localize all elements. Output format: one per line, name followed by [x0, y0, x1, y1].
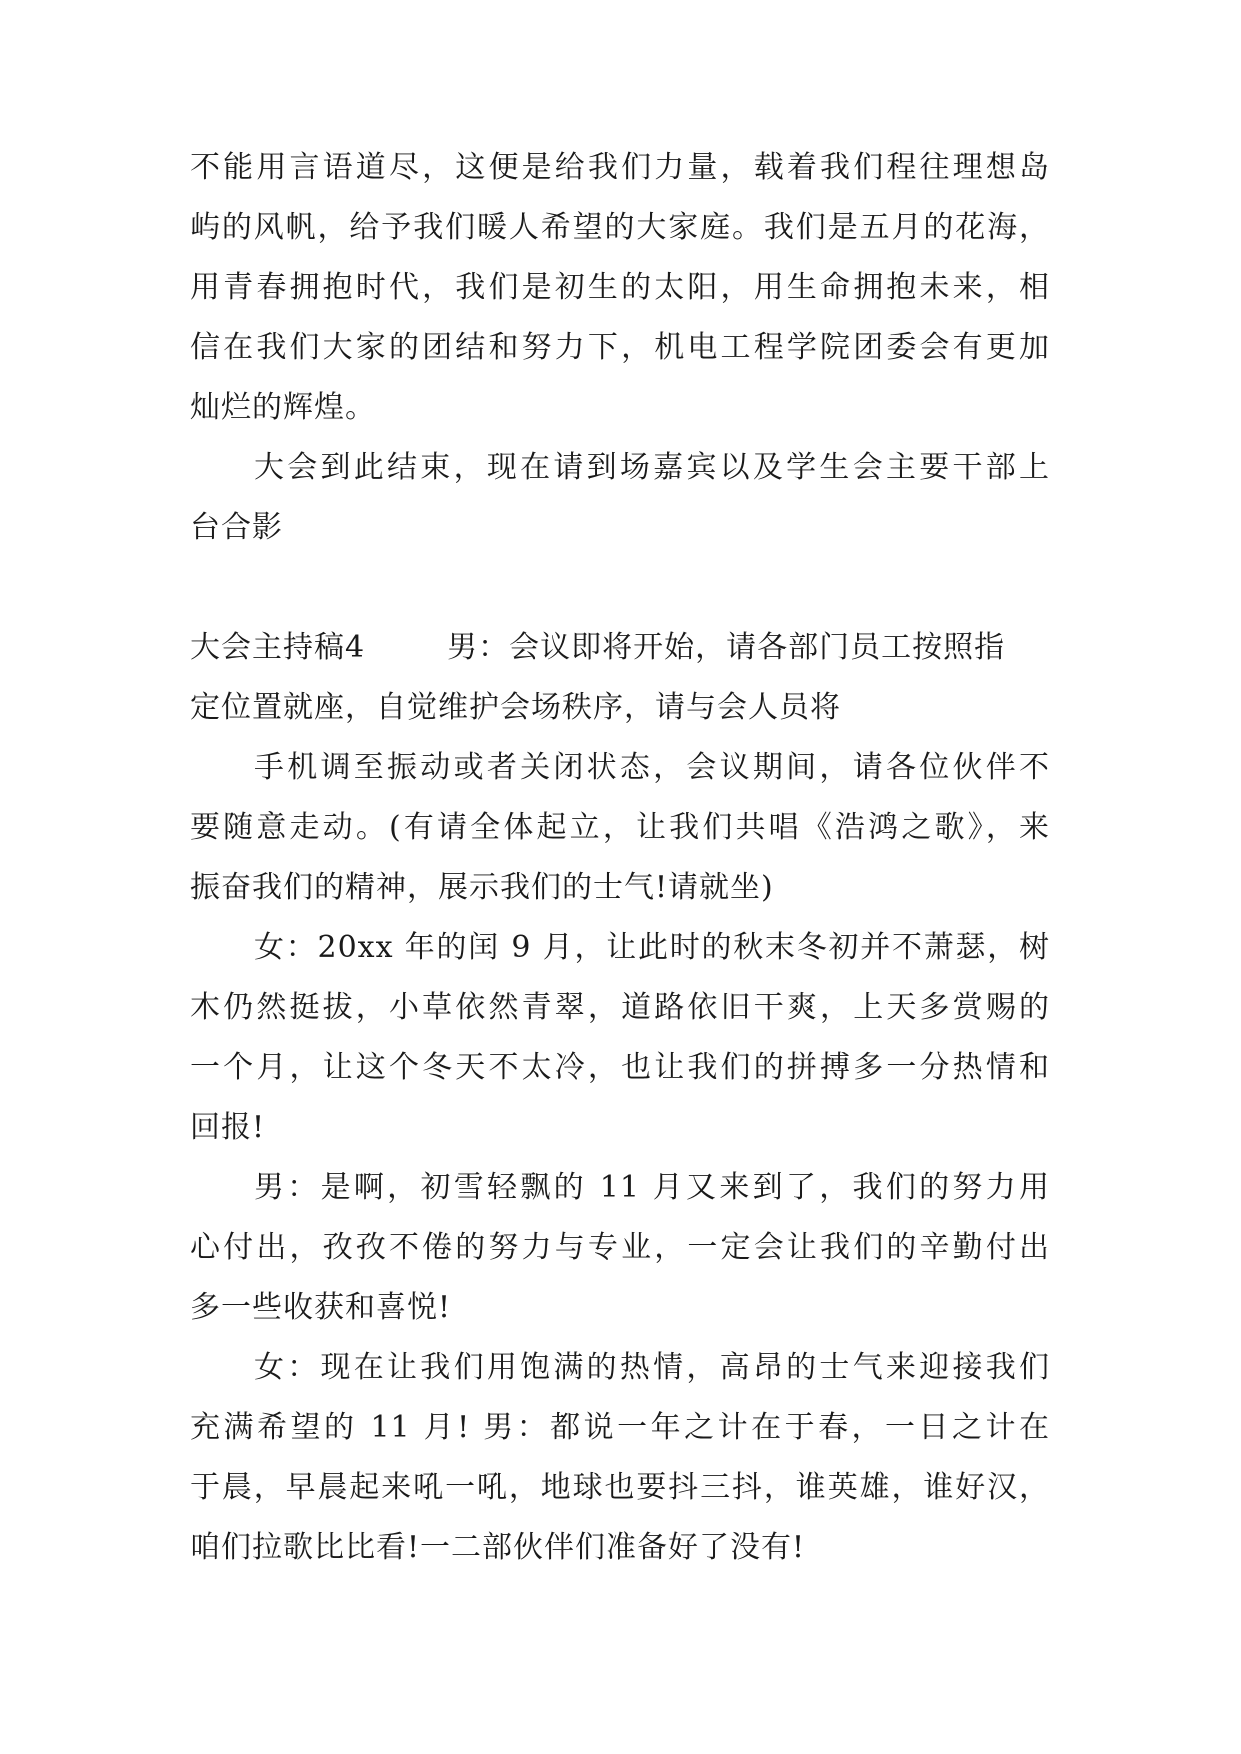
paragraph-line: 多一些收获和喜悦!: [190, 1290, 452, 1325]
paragraph-line: 女：20xx 年的闰 9 月，让此时的秋末冬初并不萧瑟，树: [254, 930, 1050, 965]
paragraph-line: 要随意走动。(有请全体起立，让我们共唱《浩鸿之歌》，来: [190, 810, 1050, 845]
paragraph-line: 木仍然挺拔，小草依然青翠，道路依旧干爽，上天多赏赐的: [190, 990, 1050, 1025]
paragraph-line: 于晨，早晨起来吼一吼，地球也要抖三抖，谁英雄，谁好汉，: [190, 1470, 1050, 1505]
paragraph-line: 充满希望的 11 月! 男：都说一年之计在于春，一日之计在: [190, 1410, 1050, 1445]
body-line: 用青春拥抱时代，我们是初生的太阳，用生命拥抱未来，相: [190, 270, 1050, 305]
closing-line: 大会到此结束，现在请到场嘉宾以及学生会主要干部上: [254, 450, 1050, 485]
body-line: 不能用言语道尽，这便是给我们力量，载着我们程往理想岛: [190, 150, 1050, 185]
paragraph-line: 心付出，孜孜不倦的努力与专业，一定会让我们的辛勤付出: [190, 1230, 1050, 1265]
paragraph-line: 回报!: [190, 1110, 266, 1145]
paragraph-line: 女：现在让我们用饱满的热情，高昂的士气来迎接我们: [254, 1350, 1050, 1385]
paragraph-line: 手机调至振动或者关闭状态，会议期间，请各位伙伴不: [254, 750, 1050, 785]
closing-line: 台合影: [190, 510, 283, 545]
section-heading: 大会主持稿4: [190, 630, 366, 665]
body-line: 信在我们大家的团结和努力下，机电工程学院团委会有更加: [190, 330, 1050, 365]
paragraph-line: 咱们拉歌比比看!一二部伙伴们准备好了没有!: [190, 1530, 806, 1565]
paragraph-line: 男：是啊，初雪轻飘的 11 月又来到了，我们的努力用: [254, 1170, 1050, 1205]
body-line: 屿的风帆，给予我们暖人希望的大家庭。我们是五月的花海，: [190, 210, 1050, 245]
body-line: 灿烂的辉煌。: [190, 390, 376, 425]
body-line: 定位置就座，自觉维护会场秩序，请与会人员将: [190, 690, 841, 725]
heading-rest: 男：会议即将开始，请各部门员工按照指: [447, 630, 1006, 665]
section-heading-line: [190, 628, 1050, 668]
paragraph-line: 一个月，让这个冬天不太冷，也让我们的拼搏多一分热情和: [190, 1050, 1050, 1085]
paragraph-line: 振奋我们的精神，展示我们的士气!请就坐): [190, 870, 774, 905]
